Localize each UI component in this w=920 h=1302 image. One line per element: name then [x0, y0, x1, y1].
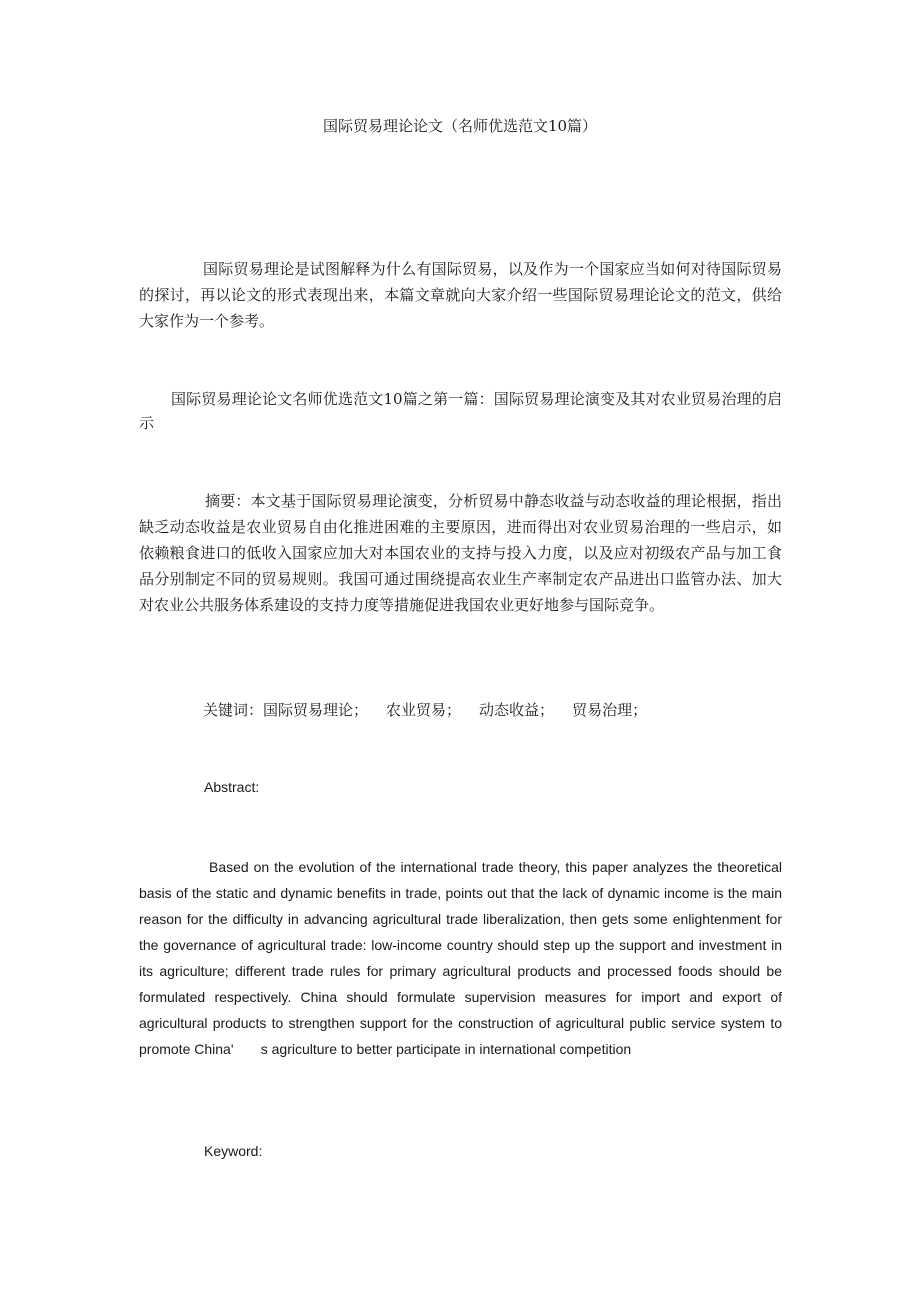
keywords-line	[139, 698, 782, 722]
chapter-heading: 国际贸易理论论文名师优选范文10篇之第一篇：国际贸易理论演变及其对农业贸易治理的启示	[139, 390, 782, 432]
keyword-label: Keyword:	[204, 1143, 263, 1159]
keywords-label: 关键词：	[203, 701, 264, 719]
keyword-item: 国际贸易理论；	[263, 701, 369, 719]
abstract-paragraph: Based on the evolution of the international trade theory, this paper analyzes the theoretical basis of the static and dynamic benefits in trade, points out that the lack of dynamic income is the main reason for the difficulty in advancing agricultural trade liberalization, then gets some enlightenment for the governance of agricultural trade: low-income country should step up the support and investment in its agriculture; different trade rules for primary agricultural products and processed foods should be formulated respectively. China should formulate supervision measures for import and export of agricultural products to strengthen support for the construction of agricultural public service system to promote China' s agriculture to better participate in international competition	[139, 859, 782, 1057]
keyword-item: 动态收益；	[479, 701, 555, 719]
intro-paragraph: 国际贸易理论是试图解释为什么有国际贸易，以及作为一个国家应当如何对待国际贸易的探讨，再以论文的形式表现出来，本篇文章就向大家介绍一些国际贸易理论论文的范文，供给大家作为一个参考。	[139, 260, 782, 330]
abstract-label: Abstract:	[204, 779, 260, 795]
document-title: 国际贸易理论论文（名师优选范文10篇）	[322, 117, 598, 135]
keyword-item: 农业贸易；	[386, 701, 462, 719]
summary-paragraph: 摘要：本文基于国际贸易理论演变，分析贸易中静态收益与动态收益的理论根据，指出缺乏动态收益是农业贸易自由化推进困难的主要原因，进而得出对农业贸易治理的一些启示，如依赖粮食进口的低收入国家应加大对本国农业的支持与投入力度，以及应对初级农产品与加工食品分别制定不同的贸易规则。我国可通过围绕提高农业生产率制定农产品进出口监管办法、加大对农业公共服务体系建设的支持力度等措施促进我国农业更好地参与国际竞争。	[139, 492, 782, 614]
keyword-item: 贸易治理；	[572, 701, 648, 719]
